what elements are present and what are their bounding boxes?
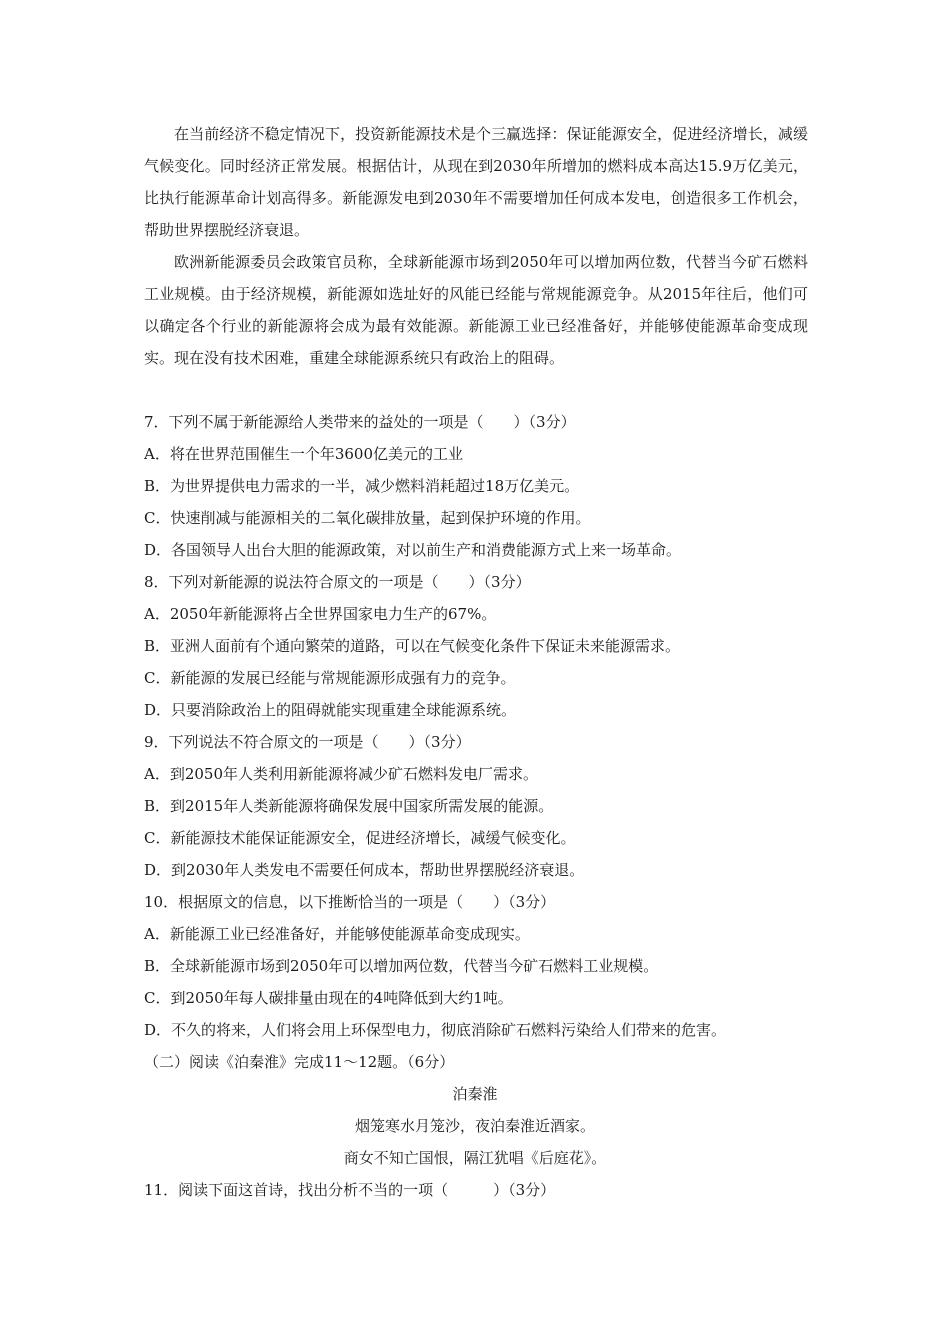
question-8-option-c: C．新能源的发展已经能与常规能源形成强有力的竞争。	[144, 669, 516, 687]
paragraph-1: 在当前经济不稳定情况下，投资新能源技术是个三赢选择：保证能源安全，促进经济增长，减缓气候变化。同时经济正常发展。根据估计，从现在到2030年所增加的燃料成本高达15.9万亿美元，比执行能源革命计划高得多。新能源发电到2030年不需要增加任何成本发电，创造很多工作机会，帮助世界摆脱经济衰退。	[144, 125, 808, 239]
question-9-option-b: B．到2015年人类新能源将确保发展中国家所需发展的能源。	[144, 797, 554, 815]
question-8-stem: 8．下列对新能源的说法符合原文的一项是（ ）（3分）	[144, 573, 531, 591]
section-heading: （二）阅读《泊秦淮》完成11～12题。（6分）	[144, 1053, 455, 1071]
poem-line-2: 商女不知亡国恨，隔江犹唱《后庭花》。	[343, 1149, 607, 1167]
question-7-option-b: B．为世界提供电力需求的一半，减少燃料消耗超过18万亿美元。	[144, 477, 580, 495]
question-10-stem: 10．根据原文的信息，以下推断恰当的一项是（ ）（3分）	[144, 893, 556, 911]
poem-title: 泊秦淮	[452, 1085, 498, 1103]
question-8-option-b: B．亚洲人面前有个通向繁荣的道路，可以在气候变化条件下保证未来能源需求。	[144, 637, 681, 655]
question-10-option-b: B．全球新能源市场到2050年可以增加两位数，代替当今矿石燃料工业规模。	[144, 957, 659, 975]
paragraph-2: 欧洲新能源委员会政策官员称，全球新能源市场到2050年可以增加两位数，代替当今矿石燃料工业规模。由于经济规模，新能源如选址好的风能已经能与常规能源竞争。从2015年往后，他们可以确定各个行业的新能源将会成为最有效能源。新能源工业已经准备好，并能够使能源革命变成现实。现在没有技术困难，重建全球能源系统只有政治上的阻碍。	[144, 253, 808, 367]
question-7-option-d: D．各国领导人出台大胆的能源政策，对以前生产和消费能源方式上来一场革命。	[144, 541, 682, 559]
question-7-option-a: A．将在世界范围催生一个年3600亿美元的工业	[144, 445, 464, 463]
question-10-option-c: C．到2050年每人碳排量由现在的4吨降低到大约1吨。	[144, 989, 513, 1007]
question-7-option-c: C．快速削减与能源相关的二氧化碳排放量，起到保护环境的作用。	[144, 509, 591, 527]
question-9-stem: 9．下列说法不符合原文的一项是（ ）（3分）	[144, 733, 471, 751]
question-10-option-d: D．不久的将来，人们将会用上环保型电力，彻底消除矿石燃料污染给人们带来的危害。	[144, 1021, 727, 1039]
question-7-stem: 7．下列不属于新能源给人类带来的益处的一项是（ ）（3分）	[144, 413, 576, 431]
question-10-option-a: A．新能源工业已经准备好，并能够使能源革命变成现实。	[144, 925, 530, 943]
poem-line-1: 烟笼寒水月笼沙，夜泊秦淮近酒家。	[354, 1117, 595, 1135]
question-8-option-a: A．2050年新能源将占全世界国家电力生产的67%。	[144, 605, 497, 623]
question-9-option-a: A．到2050年人类利用新能源将减少矿石燃料发电厂需求。	[144, 765, 539, 783]
question-9-option-d: D．到2030年人类发电不需要任何成本，帮助世界摆脱经济衰退。	[144, 861, 585, 879]
question-8-option-d: D．只要消除政治上的阻碍就能实现重建全球能源系统。	[144, 701, 517, 719]
question-11-stem: 11．阅读下面这首诗，找出分析不当的一项（ ）（3分）	[144, 1181, 556, 1199]
question-9-option-c: C．新能源技术能保证能源安全，促进经济增长，减缓气候变化。	[144, 829, 576, 847]
